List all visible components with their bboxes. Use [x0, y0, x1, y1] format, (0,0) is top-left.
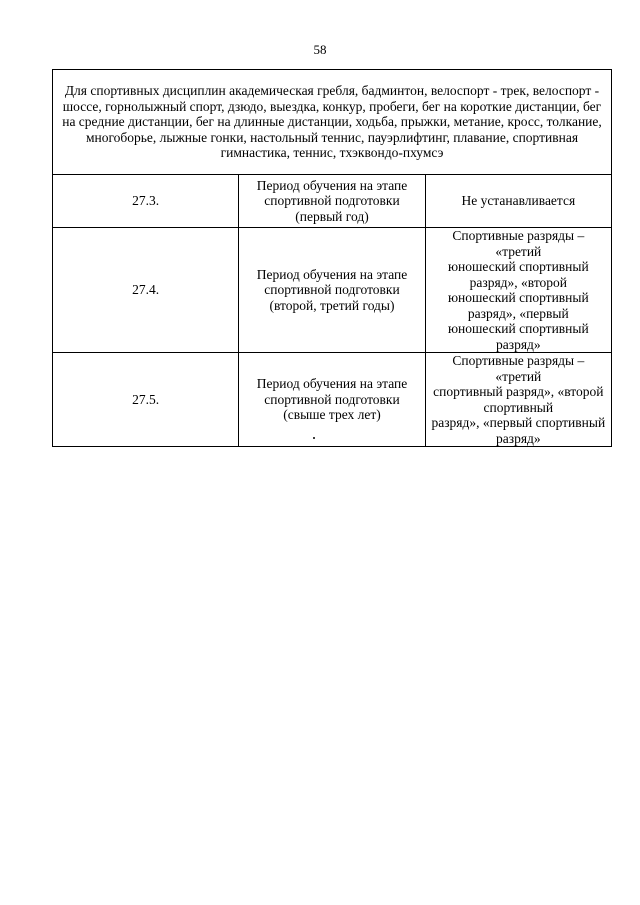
requirements-table — [52, 69, 612, 447]
row-number: 27.5. — [53, 353, 239, 447]
table-row — [53, 175, 612, 228]
period-cell: Период обучения на этапе спортивной подготовки (свыше трех лет) — [239, 353, 425, 447]
requirement-cell: Спортивные разряды – «третий спортивный разряд», «второй спортивный разряд», «первый спортивный разряд» — [425, 353, 611, 447]
row-number: 27.4. — [53, 228, 239, 353]
period-cell: Период обучения на этапе спортивной подготовки (второй, третий годы) — [239, 228, 425, 353]
table-row — [53, 353, 612, 447]
scan-speck — [313, 437, 315, 439]
table-header-cell: Для спортивных дисциплин академическая гребля, бадминтон, велоспорт - трек, велоспорт - шоссе, горнолыжный спорт, дзюдо, выездка, конкур, пробеги, бег на короткие дистанции, бег на средние дистанции, бег на длинные дистанции, ходьба, прыжки, метание, кросс, толкание, многоборье, лыжные гонки, настольный теннис, пауэрлифтинг, плавание, спортивная гимнастика, теннис, тхэквондо-пхумсэ — [53, 70, 612, 175]
table-row — [53, 228, 612, 353]
requirement-cell: Не устанавливается — [425, 175, 611, 228]
page-number: 58 — [313, 42, 327, 57]
period-cell: Период обучения на этапе спортивной подготовки (первый год) — [239, 175, 425, 228]
table-header-row — [53, 70, 612, 175]
requirement-cell: Спортивные разряды – «третий юношеский спортивный разряд», «второй юношеский спортивный разряд», «первый юношеский спортивный разряд» — [425, 228, 611, 353]
row-number: 27.3. — [53, 175, 239, 228]
